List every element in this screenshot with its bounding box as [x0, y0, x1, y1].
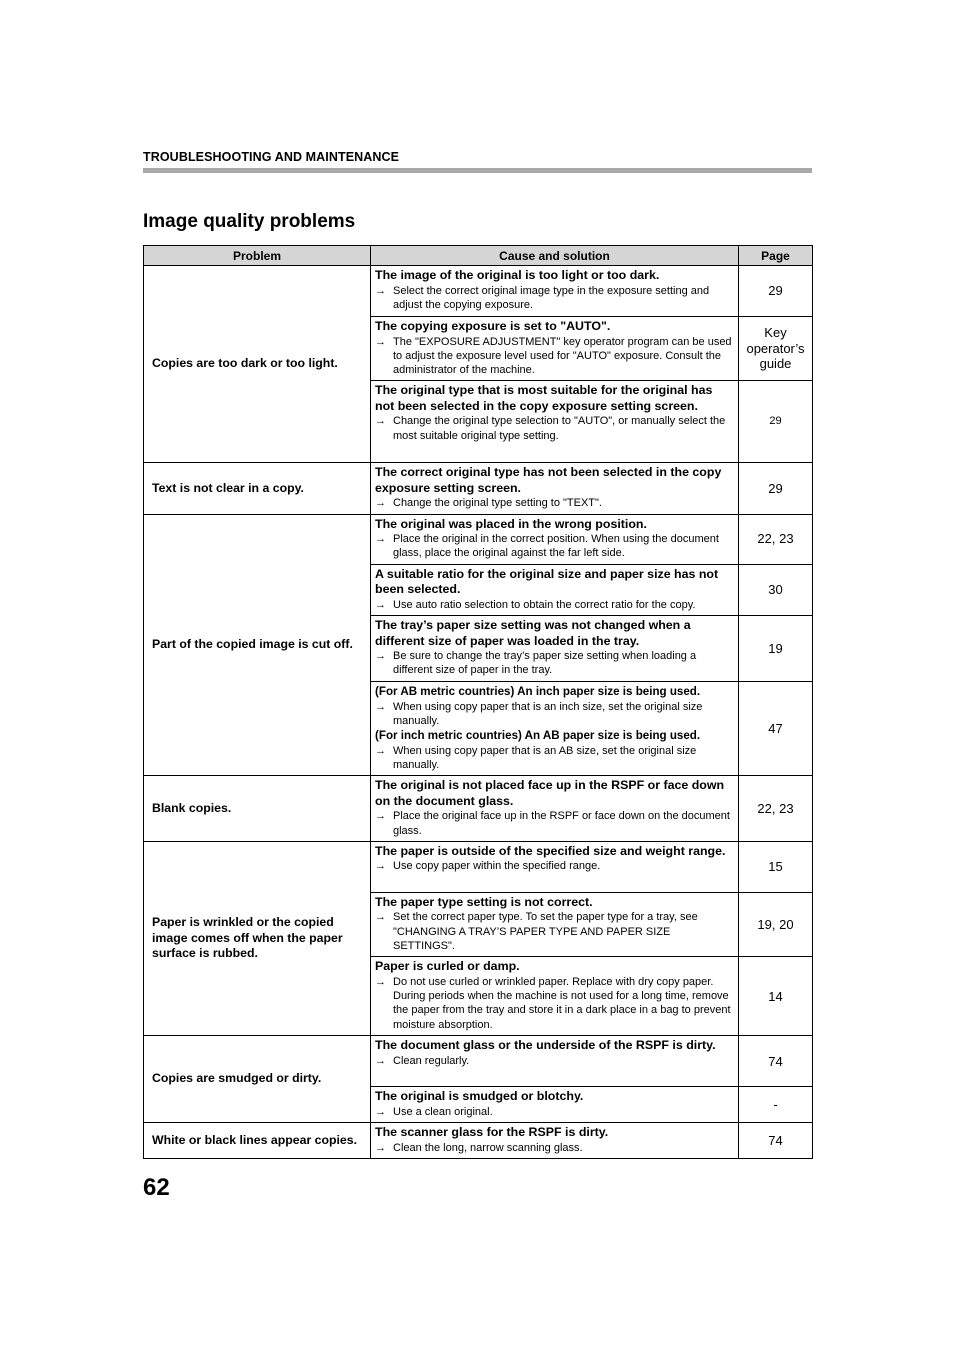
page-reference: 30 [739, 564, 813, 615]
page-reference: 74 [739, 1123, 813, 1159]
solution-text: → Set the correct paper type. To set the paper type for a tray, see "CHANGING A TRAY’S PAPER TYPE AND PAPER SIZE SETTINGS". [375, 911, 698, 952]
arrow-icon: → [375, 975, 386, 988]
solution-text: → Change the original type setting to "TEXT". [375, 497, 602, 510]
cause-cell [371, 1036, 739, 1087]
troubleshooting-table [143, 245, 813, 1159]
solution-text: → When using copy paper that is an inch size, set the original size manually. [375, 700, 703, 727]
page-reference: 15 [739, 841, 813, 892]
problem-cell: White or black lines appear copies. [144, 1123, 371, 1159]
arrow-icon: → [375, 810, 386, 823]
arrow-icon: → [375, 1054, 386, 1067]
cause-cell [371, 317, 739, 381]
arrow-icon: → [375, 533, 386, 546]
cause-cell [371, 1087, 739, 1123]
cause-cell [371, 381, 739, 463]
cause-cell [371, 841, 739, 892]
solution-text: → Place the original in the correct position. When using the document glass, place the original against the far left side. [375, 533, 719, 560]
cause-title: The paper is outside of the specified size and weight range. [375, 843, 726, 858]
cause-title: The original is smudged or blotchy. [375, 1089, 584, 1104]
column-header-page: Page [739, 246, 813, 266]
cause-cell [371, 564, 739, 615]
page-reference: 19, 20 [739, 892, 813, 956]
cause-title: (For AB metric countries) An inch paper size is being used. [375, 685, 701, 699]
header-rule [143, 168, 812, 173]
cause-title: The correct original type has not been selected in the copy exposure setting screen. [375, 465, 722, 495]
cause-title: The original is not placed face up in the RSPF or face down on the document glass. [375, 778, 725, 808]
solution-text: → Use auto ratio selection to obtain the correct ratio for the copy. [375, 598, 696, 611]
problem-cell: Part of the copied image is cut off. [144, 514, 371, 776]
arrow-icon: → [375, 744, 386, 757]
arrow-icon: → [375, 700, 386, 713]
solution-text: → Do not use curled or wrinkled paper. Replace with dry copy paper. During periods when the machine is not used for a long time, remove the paper from the tray and store it in a dark place in a bag to prevent moisture absorption. [375, 975, 731, 1031]
cause-cell [371, 957, 739, 1036]
problem-cell: Copies are smudged or dirty. [144, 1036, 371, 1123]
cause-title: Paper is curled or damp. [375, 959, 520, 974]
solution-text: → Place the original face up in the RSPF or face down on the document glass. [375, 810, 730, 837]
page-reference: 47 [739, 682, 813, 776]
problem-cell: Copies are too dark or too light. [144, 266, 371, 463]
page-reference: 74 [739, 1036, 813, 1087]
cause-title: A suitable ratio for the original size and paper size has not been selected. [375, 566, 719, 597]
cause-title: The tray’s paper size setting was not changed when a different size of paper was loaded in the tray. [375, 618, 691, 648]
cause-title: The original type that is most suitable for the original has not been selected in the copy exposure setting screen. [375, 383, 713, 413]
page-reference: 29 [739, 463, 813, 514]
page-reference: 29 [739, 381, 813, 463]
solution-text: → The "EXPOSURE ADJUSTMENT" key operator program can be used to adjust the exposure level used for "AUTO" exposure. Consult the administrator of the machine. [375, 335, 732, 377]
cause-cell [371, 682, 739, 776]
table-row [144, 1036, 813, 1087]
solution-text: → Use copy paper within the specified range. [375, 860, 601, 873]
solution-text: → Change the original type selection to "AUTO", or manually select the most suitable original type setting. [375, 415, 726, 442]
cause-cell [371, 266, 739, 317]
table-header-row [144, 246, 813, 266]
arrow-icon: → [375, 284, 386, 297]
page-number: 62 [143, 1174, 170, 1201]
solution-text: → Use a clean original. [375, 1105, 493, 1118]
section-header: TROUBLESHOOTING AND MAINTENANCE [143, 150, 400, 164]
cause-title: The document glass or the underside of the RSPF is dirty. [375, 1038, 716, 1053]
cause-cell [371, 463, 739, 514]
page-title: Image quality problems [143, 211, 356, 232]
cause-title: The scanner glass for the RSPF is dirty. [375, 1125, 609, 1140]
cause-title: The paper type setting is not correct. [375, 894, 593, 909]
table-row [144, 841, 813, 892]
arrow-icon: → [375, 415, 386, 428]
arrow-icon: → [375, 650, 386, 663]
page-reference: 19 [739, 616, 813, 682]
page-reference: 14 [739, 957, 813, 1036]
column-header-problem: Problem [144, 246, 371, 266]
cause-cell [371, 616, 739, 682]
arrow-icon: → [375, 497, 386, 510]
solution-text: → Clean the long, narrow scanning glass. [375, 1141, 583, 1154]
page-reference: 22, 23 [739, 776, 813, 842]
table-row [144, 266, 813, 317]
page-reference: Key operator’s guide [739, 317, 813, 381]
problem-cell: Text is not clear in a copy. [144, 463, 371, 514]
arrow-icon: → [375, 598, 386, 611]
cause-cell [371, 514, 739, 564]
cause-cell [371, 892, 739, 956]
column-header-cause: Cause and solution [371, 246, 739, 266]
cause-title: The image of the original is too light or too dark. [375, 268, 660, 282]
table-row [144, 1123, 813, 1159]
arrow-icon: → [375, 335, 386, 348]
solution-text: → Clean regularly. [375, 1054, 470, 1067]
solution-text: → Be sure to change the tray’s paper size setting when loading a different size of paper in the tray. [375, 650, 697, 677]
table-row [144, 463, 813, 514]
solution-text: → When using copy paper that is an AB size, set the original size manually. [375, 744, 697, 771]
page-reference: - [739, 1087, 813, 1123]
page-reference: 29 [739, 266, 813, 317]
solution-text: → Select the correct original image type in the exposure setting and adjust the copying exposure. [375, 284, 710, 311]
cause-cell [371, 1123, 739, 1159]
cause-title: (For inch metric countries) An AB paper size is being used. [375, 729, 701, 743]
problem-cell: Blank copies. [144, 776, 371, 842]
table-row [144, 776, 813, 842]
arrow-icon: → [375, 860, 386, 873]
cause-title: The original was placed in the wrong position. [375, 516, 647, 531]
page-reference: 22, 23 [739, 514, 813, 564]
table-row [144, 514, 813, 564]
arrow-icon: → [375, 911, 386, 924]
cause-title: The copying exposure is set to "AUTO". [375, 319, 611, 333]
cause-cell [371, 776, 739, 842]
problem-cell: Paper is wrinkled or the copied image comes off when the paper surface is rubbed. [144, 841, 371, 1035]
arrow-icon: → [375, 1105, 386, 1118]
arrow-icon: → [375, 1141, 386, 1154]
